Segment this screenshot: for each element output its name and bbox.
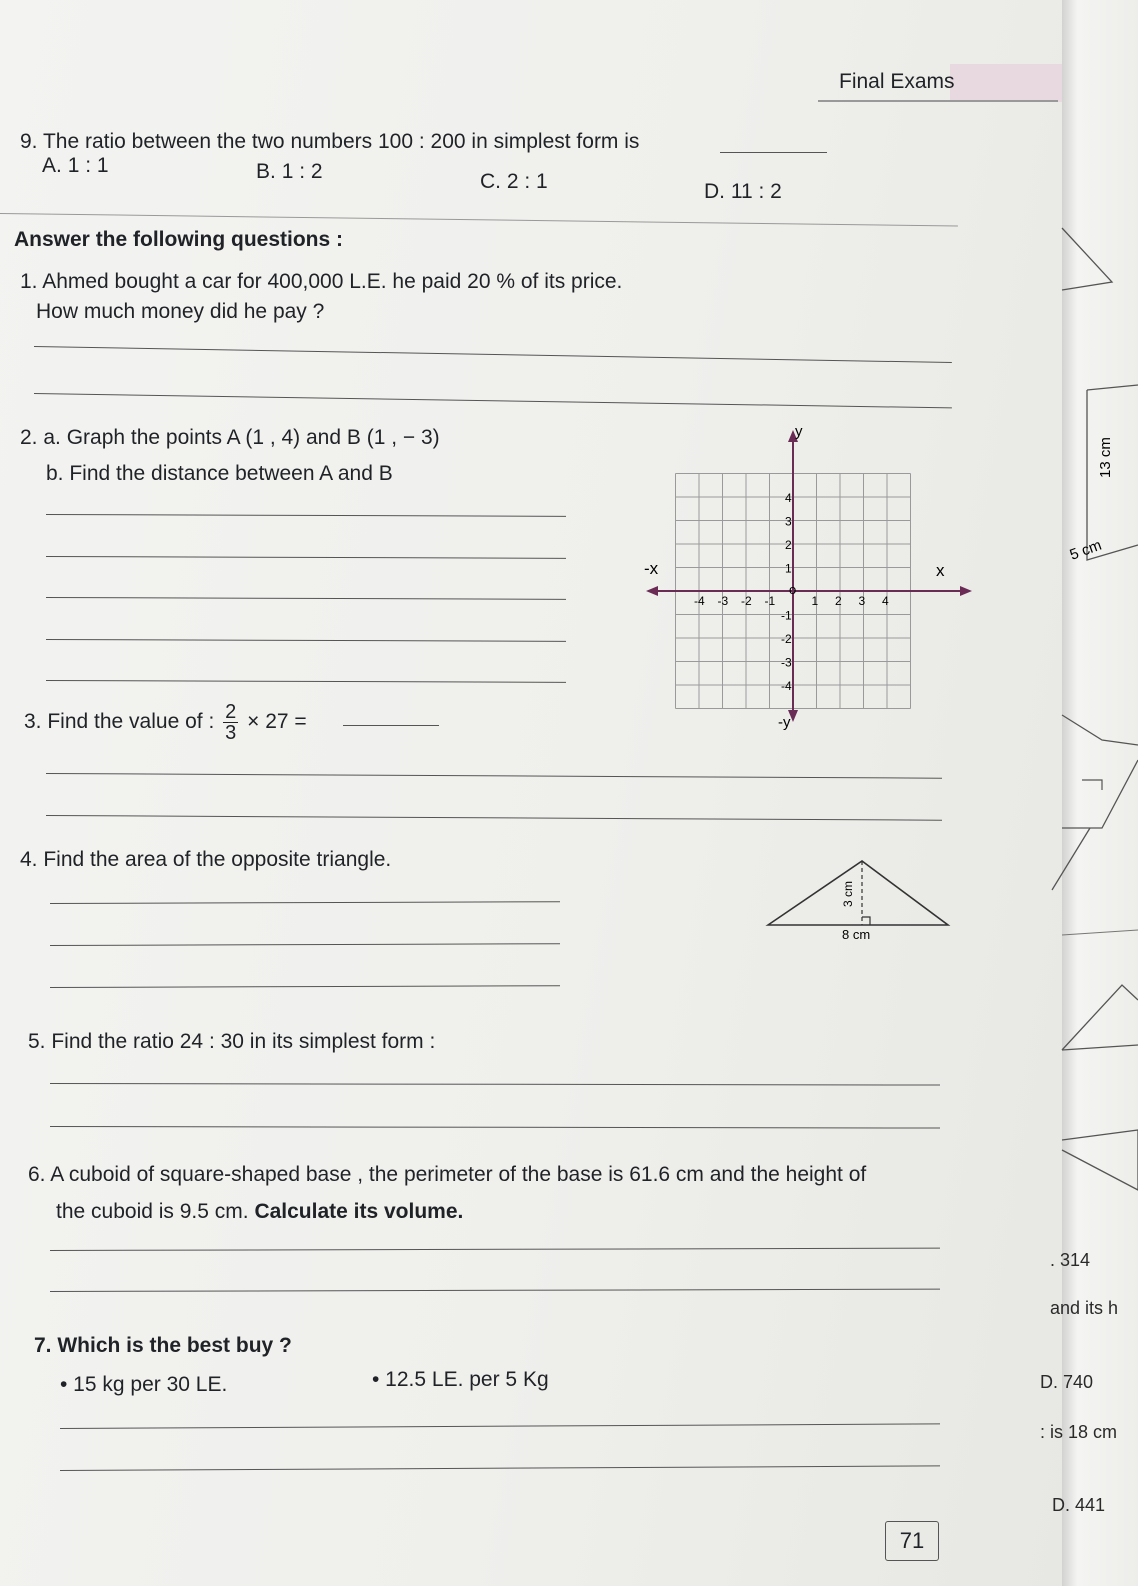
- q7-option-1[interactable]: • 15 kg per 30 LE.: [60, 1373, 228, 1396]
- q9-option-a-value: 1 : 1: [67, 154, 109, 177]
- q2-answer-line-1[interactable]: [46, 514, 566, 517]
- x-axis-arrow-icon: [960, 586, 972, 596]
- y-tick-label: -1: [781, 608, 792, 623]
- q2-answer-line-5[interactable]: [46, 680, 566, 683]
- edge-figure-3: [1062, 760, 1138, 828]
- y-tick-label: 4: [785, 491, 792, 505]
- q3-denominator: 3: [225, 722, 237, 744]
- q5-answer-line-2[interactable]: [50, 1126, 940, 1129]
- neg-x-axis-arrow-icon: [646, 586, 658, 596]
- right-angle-mark: [862, 917, 870, 925]
- header-title: Final Exams: [839, 70, 955, 93]
- coordinate-grid[interactable]: [630, 420, 990, 760]
- q7-answer-line-2[interactable]: [60, 1465, 940, 1471]
- q4-text: 4. Find the area of the opposite triangle.: [20, 848, 392, 871]
- triangle-shape: [768, 861, 948, 925]
- q1-line2: How much money did he pay ?: [36, 300, 325, 323]
- q9-option-c-value: 2 : 1: [506, 170, 548, 193]
- q9-option-d-letter: D.: [704, 180, 725, 203]
- q3-numerator: 2: [225, 701, 237, 723]
- q3-expression: [24, 702, 307, 743]
- q2-answer-line-3[interactable]: [46, 597, 566, 600]
- q7-option-2[interactable]: • 12.5 LE. per 5 Kg: [372, 1368, 549, 1391]
- q9-option-c-letter: C.: [480, 170, 501, 193]
- q2-answer-line-2[interactable]: [46, 556, 566, 559]
- edge-figure-7: [1062, 1130, 1138, 1190]
- q1-line1: 1. Ahmed bought a car for 400,000 L.E. he paid 20 % of its price.: [20, 270, 623, 293]
- q9-answer-blank[interactable]: [720, 152, 827, 153]
- q7-text: 7. Which is the best buy ?: [34, 1334, 292, 1357]
- y-tick-label: 1: [785, 561, 792, 576]
- neg-y-axis-label: -y: [778, 714, 791, 731]
- q6-line2-bold: Calculate its volume.: [254, 1200, 464, 1223]
- q9-option-d-value: 11 : 2: [730, 180, 782, 203]
- q9-option-a-letter: A.: [42, 154, 62, 177]
- underlying-page-figures: [1062, 0, 1138, 1586]
- y-axis-label: y: [795, 423, 803, 440]
- edge-text-is18: : is 18 cm: [1040, 1422, 1118, 1442]
- x-axis-label: x: [936, 561, 945, 580]
- x-tick-label: -4: [694, 594, 705, 608]
- q1-answer-line-1[interactable]: [34, 346, 952, 363]
- triangle-figure: [760, 855, 960, 945]
- y-tick-label: 2: [785, 538, 792, 552]
- x-tick-label: 1: [811, 594, 819, 608]
- y-tick-label: 3: [785, 514, 792, 529]
- q5-answer-line-1[interactable]: [50, 1083, 940, 1086]
- edge-rule-1: [1062, 930, 1138, 935]
- triangle-base-label: 8 cm: [842, 927, 871, 942]
- q5-text: 5. Find the ratio 24 : 30 in its simplest form :: [28, 1030, 436, 1053]
- q2-line-a: 2. a. Graph the points A (1 , 4) and B (1 , − 3): [20, 426, 440, 449]
- triangle-height-label: 3 cm: [841, 880, 855, 907]
- edge-label-13: 13 cm: [1097, 437, 1114, 478]
- x-tick-label: -1: [764, 594, 776, 608]
- q9-option-b[interactable]: [256, 160, 323, 184]
- q9-option-d[interactable]: [704, 180, 782, 204]
- q9-option-b-letter: B.: [256, 160, 276, 183]
- edge-figure-2: [1062, 715, 1138, 745]
- q2-line-b: b. Find the distance between A and B: [46, 462, 393, 485]
- y-tick-label: -4: [781, 679, 792, 693]
- edge-figure-1: [1062, 228, 1112, 290]
- q6-answer-line-2[interactable]: [50, 1289, 940, 1292]
- q2-answer-line-4[interactable]: [46, 639, 566, 642]
- x-tick-label: 4: [882, 594, 889, 608]
- q6-line2: [56, 1200, 463, 1224]
- q9-option-b-value: 1 : 2: [281, 160, 323, 183]
- edge-right-angle: [1082, 780, 1102, 790]
- q4-answer-line-2[interactable]: [50, 943, 560, 946]
- section-title: Answer the following questions :: [14, 228, 344, 251]
- q4-answer-line-1[interactable]: [50, 901, 560, 904]
- edge-text-and-its: and its h: [1050, 1298, 1119, 1318]
- q9-option-a[interactable]: [42, 154, 109, 178]
- origin-label: o: [789, 582, 797, 597]
- neg-x-axis-label: -x: [644, 559, 659, 578]
- edge-text-d740: D. 740: [1040, 1372, 1094, 1392]
- edge-trapezoid-top: [1087, 385, 1138, 390]
- q1-answer-line-2[interactable]: [34, 393, 952, 408]
- q7-answer-line-1[interactable]: [60, 1423, 940, 1429]
- y-tick-label: -3: [781, 655, 792, 670]
- page-number: 71: [885, 1521, 939, 1561]
- x-tick-label: -3: [717, 594, 729, 608]
- q4-answer-line-3[interactable]: [50, 985, 560, 988]
- q3-answer-blank[interactable]: [343, 725, 439, 726]
- edge-figure-5: [1062, 985, 1138, 1050]
- q3-answer-line-2[interactable]: [46, 815, 942, 821]
- y-tick-label: -2: [781, 632, 792, 646]
- x-tick-label: 2: [835, 594, 842, 608]
- edge-text-d441: D. 441: [1052, 1495, 1106, 1515]
- header-tab: [950, 64, 1062, 102]
- x-tick-label: -2: [741, 594, 752, 608]
- q3-answer-line-1[interactable]: [46, 773, 942, 779]
- x-tick-label: 3: [858, 594, 866, 608]
- edge-text-314: . 314: [1050, 1250, 1091, 1270]
- q6-line2-normal: the cuboid is 9.5 cm.: [56, 1200, 249, 1223]
- q9-option-c[interactable]: [480, 170, 548, 194]
- section-divider: [0, 213, 958, 227]
- header-rule: [818, 100, 1058, 102]
- q9-text: 9. The ratio between the two numbers 100 : 200 in simplest form is: [20, 130, 640, 153]
- q3-fraction: [223, 702, 238, 743]
- q6-line1: 6. A cuboid of square-shaped base , the perimeter of the base is 61.6 cm and the height of: [28, 1163, 867, 1186]
- q6-answer-line-1[interactable]: [50, 1248, 940, 1251]
- edge-label-5: 5 cm: [1067, 536, 1104, 564]
- underlying-page-edge: [1040, 0, 1138, 1586]
- edge-figure-6: [1062, 1045, 1138, 1050]
- q3-suffix: × 27 =: [247, 710, 307, 734]
- q3-prefix: 3. Find the value of :: [24, 710, 215, 734]
